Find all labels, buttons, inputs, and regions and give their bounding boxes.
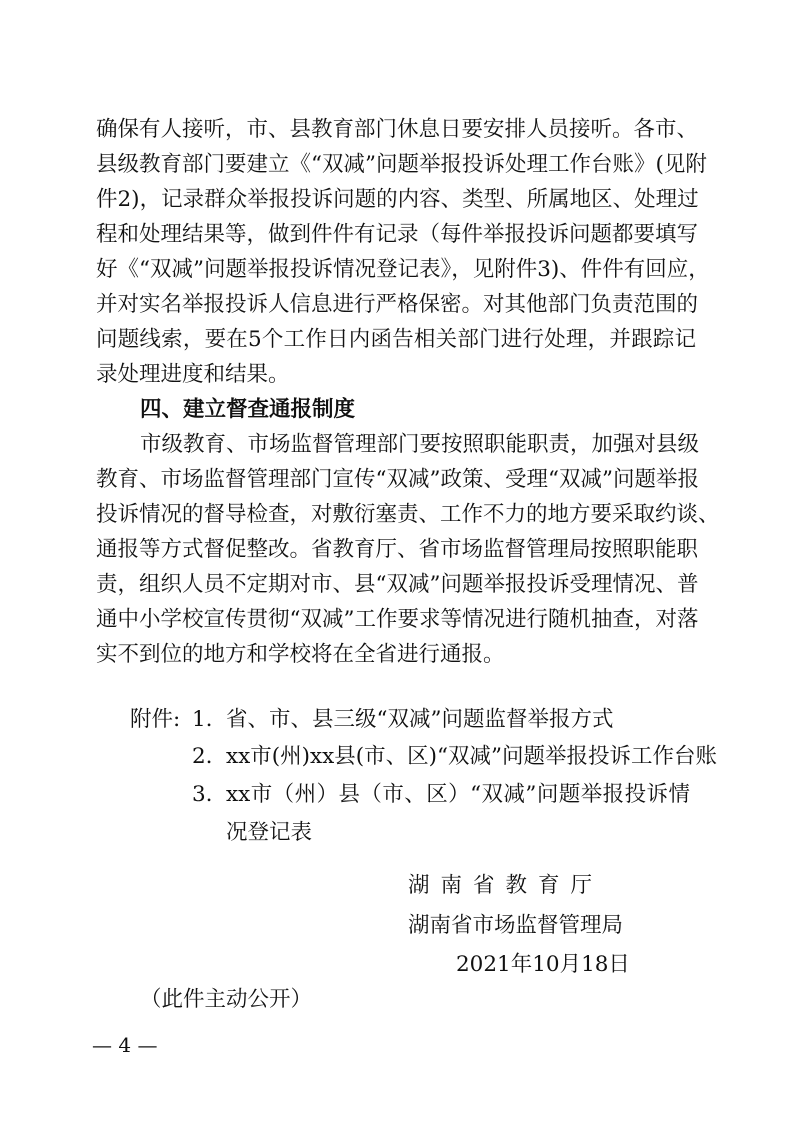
page-number: — 4 — [92, 1033, 158, 1057]
section-heading: 四、建立督查通报制度 [140, 397, 356, 422]
attachment-number: 2. [192, 744, 213, 769]
paragraph2-line: 投诉情况的督导检查，对敷衍塞责、工作不力的地方要采取约谈、 [96, 502, 720, 527]
signature-date: 2021年10月18日 [456, 952, 630, 977]
paragraph2-line: 通报等方式督促整改。省教育厅、省市场监督管理局按照职能职 [96, 537, 699, 562]
attachment-title: xx市（州）县（市、区）“双减”问题举报投诉情 [226, 782, 690, 807]
attachment-number: 1. [192, 707, 213, 732]
attachment-title-cont: 况登记表 [226, 820, 313, 845]
signature-org-market: 湖南省市场监督管理局 [408, 913, 624, 938]
paragraph1-line: 问题线索，要在5个工作日内函告相关部门进行处理，并跟踪记 [96, 327, 696, 352]
paragraph1-line: 确保有人接听，市、县教育部门休息日要安排人员接听。各市、 [96, 117, 699, 142]
paragraph1-line: 件2)，记录群众举报投诉问题的内容、类型、所属地区、处理过 [96, 187, 699, 212]
attachments-label: 附件: [130, 707, 181, 732]
paragraph2-line: 通中小学校宣传贯彻“双减”工作要求等情况进行随机抽查，对落 [96, 607, 699, 632]
paragraph1-line: 好《“双减”问题举报投诉情况登记表》，见附件3)、件件有回应， [96, 257, 710, 282]
paragraph2-line: 责，组织人员不定期对市、县“双减”问题举报投诉受理情况、普 [96, 572, 699, 597]
paragraph2-line: 教育、市场监督管理部门宣传“双减”政策、受理“双减”问题举报 [96, 467, 699, 492]
public-note: （此件主动公开） [140, 987, 313, 1012]
paragraph1-line: 县级教育部门要建立《“双减”问题举报投诉处理工作台账》(见附 [96, 152, 707, 177]
paragraph2-line: 市级教育、市场监督管理部门要按照职能职责，加强对县级 [140, 432, 700, 457]
attachment-number: 3. [192, 782, 213, 807]
paragraph1-line: 并对实名举报投诉人信息进行严格保密。对其他部门负责范围的 [96, 292, 699, 317]
attachment-title: 省、市、县三级“双减”问题监督举报方式 [226, 707, 614, 732]
attachment-title: xx市(州)xx县(市、区)“双减”问题举报投诉工作台账 [226, 744, 718, 769]
paragraph1-line: 录处理进度和结果。 [96, 362, 290, 387]
paragraph2-line: 实不到位的地方和学校将在全省进行通报。 [96, 642, 505, 667]
signature-org-education: 湖南省教育厅 [408, 873, 604, 898]
paragraph1-line: 程和处理结果等，做到件件有记录（每件举报投诉问题都要填写 [96, 222, 699, 247]
